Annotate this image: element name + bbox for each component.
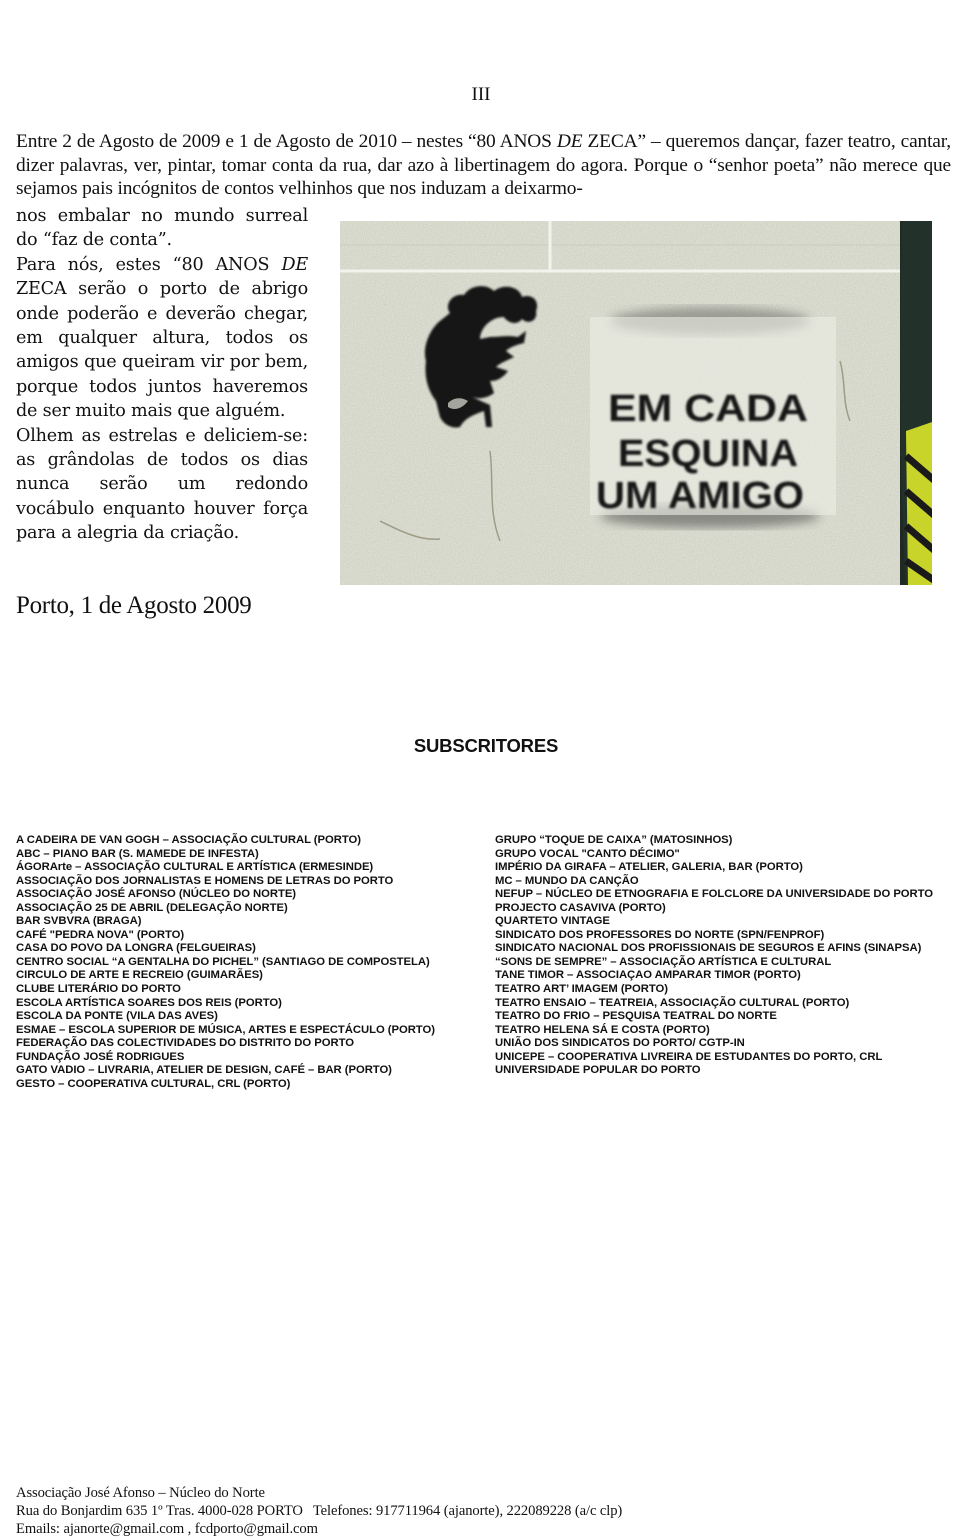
footer-contact bbox=[16, 1484, 622, 1538]
subscriber-item: ASSOCIAÇÃO JOSÉ AFONSO (NÚCLEO DO NORTE) bbox=[16, 888, 297, 901]
subscriber-item: NEFUP – NÚCLEO DE ETNOGRAFIA E FOLCLORE DA UNIVERSIDADE DO PORTO bbox=[495, 888, 934, 901]
subscriber-item: ABC – PIANO BAR (S. MAMEDE DE INFESTA) bbox=[16, 847, 259, 860]
subscriber-item: “SONS DE SEMPRE” – ASSOCIAÇÃO ARTÍSTICA E CULTURAL bbox=[495, 955, 832, 968]
subscriber-item: CAFÉ "PEDRA NOVA" (PORTO) bbox=[16, 928, 185, 941]
stencil-graffiti-image bbox=[340, 221, 935, 585]
footer-email-1[interactable]: ajanorte@gmail.com bbox=[63, 1521, 185, 1537]
subscriber-item: UNIÃO DOS SINDICATOS DO PORTO/ CGTP-IN bbox=[495, 1037, 745, 1050]
page-number: III bbox=[471, 84, 491, 105]
side-line-1: nos embalar no mundo surreal bbox=[16, 206, 308, 226]
subscriber-item: TANE TIMOR – ASSOCIAÇAO AMPARAR TIMOR (PORTO) bbox=[495, 969, 801, 982]
subscriber-item: BAR SVBVRA (BRAGA) bbox=[16, 915, 142, 928]
footer-address-line bbox=[16, 1502, 622, 1520]
subscriber-item: TEATRO HELENA SÁ E COSTA (PORTO) bbox=[495, 1023, 710, 1036]
subscriber-item: GRUPO “TOQUE DE CAIXA” (MATOSINHOS) bbox=[495, 834, 733, 846]
subscriber-item: UNICEPE – COOPERATIVA LIVREIRA DE ESTUDANTES DO PORTO, CRL bbox=[495, 1050, 883, 1063]
footer-emails-line bbox=[16, 1520, 622, 1538]
subscriber-item: ESMAE – ESCOLA SUPERIOR DE MÚSICA, ARTES E ESPECTÁCULO (PORTO) bbox=[16, 1023, 435, 1036]
side-text-column bbox=[16, 204, 308, 546]
subscribers-right-column bbox=[495, 834, 933, 1078]
subscriber-item: CLUBE LITERÁRIO DO PORTO bbox=[16, 983, 181, 996]
subscriber-item: FUNDAÇÃO JOSÉ RODRIGUES bbox=[16, 1050, 185, 1063]
side-para2-end: ZECA serão o porto de abrigo onde poderão e deverão chegar, em qualquer altura, todos os amigos que queiram vir por bem, porque todos juntos haveremos de ser muito mais que alguém. bbox=[16, 279, 308, 422]
subscriber-item: SINDICATO NACIONAL DOS PROFISSIONAIS DE SEGUROS E AFINS (SINAPSA) bbox=[495, 942, 922, 955]
subscriber-item: ÁGORArte – ASSOCIAÇÃO CULTURAL E ARTÍSTICA (ERMESINDE) bbox=[16, 861, 374, 874]
side-paragraph-2 bbox=[16, 253, 308, 424]
subscribers-title: SUBSCRITORES bbox=[413, 735, 559, 756]
subscriber-item: PROJECTO CASAVIVA (PORTO) bbox=[495, 901, 666, 914]
stencil-photo bbox=[340, 221, 935, 585]
stencil-line-2: ESQUINA bbox=[618, 433, 798, 475]
side-para2-start: Para nós, estes “80 ANOS bbox=[16, 254, 282, 275]
subscriber-item: UNIVERSIDADE POPULAR DO PORTO bbox=[495, 1064, 701, 1077]
stencil-line-1: EM CADA bbox=[608, 388, 808, 430]
subscriber-item: QUARTETO VINTAGE bbox=[495, 915, 610, 928]
subscriber-item: TEATRO ART’ IMAGEM (PORTO) bbox=[495, 983, 668, 996]
subscriber-item: ASSOCIAÇÃO 25 DE ABRIL (DELEGAÇÃO NORTE) bbox=[16, 901, 288, 914]
stencil-slogan bbox=[596, 388, 808, 517]
footer-email-2[interactable]: fcdporto@gmail.com bbox=[194, 1521, 318, 1537]
subscriber-item: GRUPO VOCAL "CANTO DÉCIMO" bbox=[495, 847, 680, 860]
subscriber-item: GESTO – COOPERATIVA CULTURAL, CRL (PORTO) bbox=[16, 1077, 291, 1090]
subscriber-item: ESCOLA ARTÍSTICA SOARES DOS REIS (PORTO) bbox=[16, 996, 282, 1009]
side-line-2: do “faz de conta”. bbox=[16, 230, 172, 251]
date-line: Porto, 1 de Agosto 2009 bbox=[16, 592, 252, 619]
side-paragraph-3: Olhem as estrelas e deliciem-se: as grândolas de todos os dias nunca serão um redondo vocábulo enquanto houver força para a alegria da criação. bbox=[16, 425, 308, 544]
side-para2-italic: DE bbox=[281, 254, 308, 275]
subscriber-item: GATO VADIO – LIVRARIA, ATELIER DE DESIGN, CAFÉ – BAR (PORTO) bbox=[16, 1064, 392, 1077]
footer-email-separator: , bbox=[184, 1521, 195, 1537]
subscriber-item: SINDICATO DOS PROFESSORES DO NORTE (SPN/FENPROF) bbox=[495, 928, 825, 941]
subscriber-item: CIRCULO DE ARTE E RECREIO (GUIMARÃES) bbox=[16, 969, 263, 982]
footer-address: Rua do Bonjardim 635 1º Tras. 4000-028 PORTO bbox=[16, 1503, 303, 1519]
intro-italic: DE bbox=[556, 131, 583, 152]
subscriber-item: TEATRO ENSAIO – TEATREIA, ASSOCIAÇÃO CULTURAL (PORTO) bbox=[495, 996, 850, 1009]
subscriber-item: IMPÉRIO DA GIRAFA – ATELIER, GALERIA, BAR (PORTO) bbox=[495, 861, 803, 874]
footer-phones: Telefones: 917711964 (ajanorte), 222089228 (a/c clp) bbox=[312, 1503, 623, 1519]
subscriber-item: FEDERAÇÃO DAS COLECTIVIDADES DO DISTRITO DO PORTO bbox=[16, 1037, 354, 1050]
subscriber-item: MC – MUNDO DA CANÇÃO bbox=[495, 874, 639, 887]
subscriber-item: ESCOLA DA PONTE (VILA DAS AVES) bbox=[16, 1010, 218, 1023]
subscriber-item: CASA DO POVO DA LONGRA (FELGUEIRAS) bbox=[16, 942, 256, 955]
subscriber-item: ASSOCIAÇÃO DOS JORNALISTAS E HOMENS DE LETRAS DO PORTO bbox=[16, 874, 394, 887]
subscriber-item: CENTRO SOCIAL “A GENTALHA DO PICHEL” (SANTIAGO DE COMPOSTELA) bbox=[16, 955, 430, 968]
footer-org: Associação José Afonso – Núcleo do Norte bbox=[16, 1485, 265, 1501]
subscriber-item: TEATRO DO FRIO – PESQUISA TEATRAL DO NORTE bbox=[495, 1010, 777, 1023]
subscriber-item: A CADEIRA DE VAN GOGH – ASSOCIAÇÃO CULTURAL (PORTO) bbox=[16, 834, 361, 846]
footer-emails-label: Emails: bbox=[16, 1521, 64, 1537]
stencil-line-3: UM AMIGO bbox=[596, 475, 804, 517]
intro-text-start: Entre 2 de Agosto de 2009 e 1 de Agosto de 2010 – nestes “80 ANOS bbox=[16, 131, 557, 152]
subscribers-left-column bbox=[16, 834, 435, 1091]
intro-paragraph bbox=[16, 130, 951, 201]
intro-text-end: ZECA” – queremos dançar, fazer teatro, cantar, dizer palavras, ver, pintar, tomar conta da rua, dar azo à libertinagem do agora. Porque o “senhor poeta” não merece que sejamos pais incógnitos de contos velhinhos que nos induzam a deixarmo- bbox=[16, 131, 951, 200]
